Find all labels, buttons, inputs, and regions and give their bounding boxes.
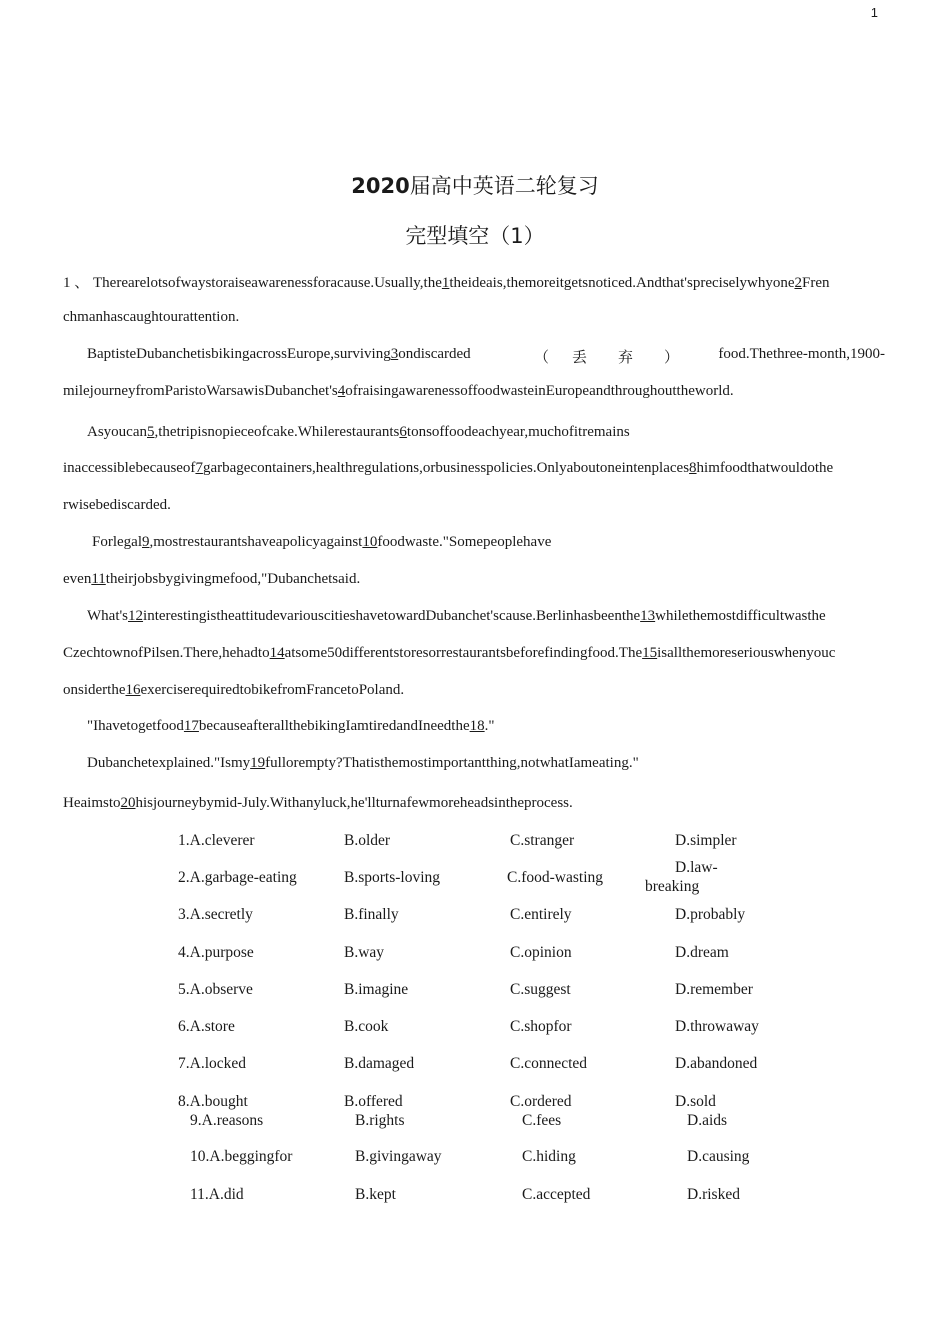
option-b: B.kept xyxy=(355,1186,396,1203)
option-b: B.cook xyxy=(344,1018,389,1035)
page-title xyxy=(0,170,950,200)
option-a: 2.A.garbage-eating xyxy=(178,869,297,886)
option-d: D.throwaway xyxy=(675,1018,759,1035)
passage-line: CzechtownofPilsen.There,hehadto14atsome50differentstoresorrestaurantsbeforefindingfood.The15isallthemoreseriouswhenyouc xyxy=(63,645,836,661)
passage-line: rwisebediscarded. xyxy=(63,497,171,513)
option-c: C.entirely xyxy=(510,906,572,923)
page-number: 1 xyxy=(870,5,878,20)
option-d: D.remember xyxy=(675,981,753,998)
option-d: D.aids xyxy=(687,1112,728,1129)
gloss-close: ） xyxy=(664,350,680,366)
option-c: C.connected xyxy=(510,1055,588,1072)
blank-11: 11 xyxy=(91,571,106,587)
option-b: B.imagine xyxy=(344,981,409,998)
blank-15: 15 xyxy=(642,645,658,661)
passage-line: Forlegal9,mostrestaurantshaveapolicyagainst10foodwaste."Somepeoplehave xyxy=(92,534,552,550)
option-d: D.simpler xyxy=(675,832,737,849)
blank-3: 3 xyxy=(390,346,399,362)
option-a: 3.A.secretly xyxy=(178,906,253,923)
title-main: 届高中英语二轮复习 xyxy=(409,174,599,198)
option-a: 5.A.observe xyxy=(178,981,253,998)
blank-14: 14 xyxy=(269,645,285,661)
option-a: 1.A.cleverer xyxy=(178,832,255,849)
blank-5: 5 xyxy=(147,424,155,440)
gloss-char: 弃 xyxy=(618,350,634,366)
passage-line: milejourneyfromParistoWarsawisDubanchet's4ofraisingawarenessoffoodwasteinEuropeandthroughouttheworld. xyxy=(63,383,734,399)
blank-17: 17 xyxy=(183,718,199,734)
option-c: C.hiding xyxy=(522,1148,576,1165)
gloss-open: （ xyxy=(534,350,550,366)
option-b: B.rights xyxy=(355,1112,405,1129)
passage-line: onsiderthe16exerciserequiredtobikefromFrancetoPoland. xyxy=(63,682,405,698)
passage-line: "Ihavetogetfood17becauseafterallthebikingIamtiredandIneedthe18." xyxy=(87,718,495,734)
option-a: 8.A.bought xyxy=(178,1093,248,1110)
passage-text: BaptisteDubanchetisbikingacrossEurope,surviving3ondiscarded xyxy=(87,346,471,362)
blank-12: 12 xyxy=(128,608,144,624)
passage-line: chmanhascaughtourattention. xyxy=(63,309,240,325)
title-year: 2020 xyxy=(351,174,410,198)
blank-9: 9 xyxy=(142,534,150,550)
blank-2: 2 xyxy=(794,275,802,291)
option-d: D.abandoned xyxy=(675,1055,758,1072)
option-c: C.food-wasting xyxy=(507,869,604,886)
blank-7: 7 xyxy=(195,460,203,476)
option-d: D.risked xyxy=(687,1186,740,1203)
option-b: B.sports-loving xyxy=(344,869,441,886)
option-b: B.offered xyxy=(344,1093,403,1110)
option-d: D.causing xyxy=(687,1148,750,1165)
passage-line xyxy=(63,271,885,292)
option-d: D.sold xyxy=(675,1093,716,1110)
option-b: B.older xyxy=(344,832,391,849)
option-a: 9.A.reasons xyxy=(190,1112,264,1129)
option-a: 7.A.locked xyxy=(178,1055,247,1072)
option-b: B.damaged xyxy=(344,1055,415,1072)
option-a: 4.A.purpose xyxy=(178,944,254,961)
passage-text: food.Thethree-month,1900- xyxy=(718,346,885,362)
option-b: B.way xyxy=(344,944,385,961)
blank-6: 6 xyxy=(399,424,407,440)
passage-line: even11theirjobsbygivingmefood,"Dubanchetsaid. xyxy=(63,571,361,587)
option-c: C.fees xyxy=(522,1112,562,1129)
blank-20: 20 xyxy=(120,795,136,811)
blank-13: 13 xyxy=(640,608,656,624)
page-subtitle: 完型填空（1） xyxy=(405,224,545,248)
option-a: 10.A.beggingfor xyxy=(190,1148,293,1165)
option-c: C.suggest xyxy=(510,981,571,998)
option-c: C.shopfor xyxy=(510,1018,572,1035)
blank-4: 4 xyxy=(337,383,346,399)
blank-19: 19 xyxy=(250,755,266,771)
passage-line: Dubanchetexplained."Ismy19fullorempty?Thatisthemostimportantthing,notwhatIameating." xyxy=(87,755,639,771)
passage-line: inaccessiblebecauseof7garbagecontainers,healthregulations,orbusinesspolicies.Onlyaboutoneintenplaces8himfoodthatwouldothe xyxy=(63,460,834,476)
passage-line: Asyoucan5,thetripisnopieceofcake.Whilerestaurants6tonsoffoodeachyear,muchofitremains xyxy=(87,424,630,440)
option-c: C.accepted xyxy=(522,1186,591,1203)
passage-text: 1 、 Therearelotsofwaystoraiseawarenessforacause.Usually,the1theideais,themoreitgetsnoticed.Andthat'spreciselywhyone2Fren xyxy=(63,275,830,291)
option-b: B.finally xyxy=(344,906,399,923)
blank-16: 16 xyxy=(125,682,141,698)
option-c: C.ordered xyxy=(510,1093,572,1110)
option-d: D.law- xyxy=(675,859,718,876)
option-c: C.opinion xyxy=(510,944,572,961)
blank-10: 10 xyxy=(362,534,378,550)
option-a: 11.A.did xyxy=(190,1186,244,1203)
passage-line: Heaimsto20hisjourneybymid-July.Withanyluck,he'llturnafewmoreheadsintheprocess. xyxy=(63,795,573,811)
option-d-wrap: breaking xyxy=(645,878,700,895)
gloss-char: 丢 xyxy=(572,350,588,366)
option-b: B.givingaway xyxy=(355,1148,442,1165)
blank-18: 18 xyxy=(469,718,485,734)
option-d: D.dream xyxy=(675,944,729,961)
passage-line: What's12interestingistheattitudevariouscitieshavetowardDubanchet'scause.Berlinhasbeenthe13whilethemostdifficultwasthe xyxy=(87,608,826,624)
blank-1: 1 xyxy=(441,275,450,291)
option-a: 6.A.store xyxy=(178,1018,235,1035)
blank-8: 8 xyxy=(689,460,697,476)
option-d: D.probably xyxy=(675,906,746,923)
option-c: C.stranger xyxy=(510,832,575,849)
